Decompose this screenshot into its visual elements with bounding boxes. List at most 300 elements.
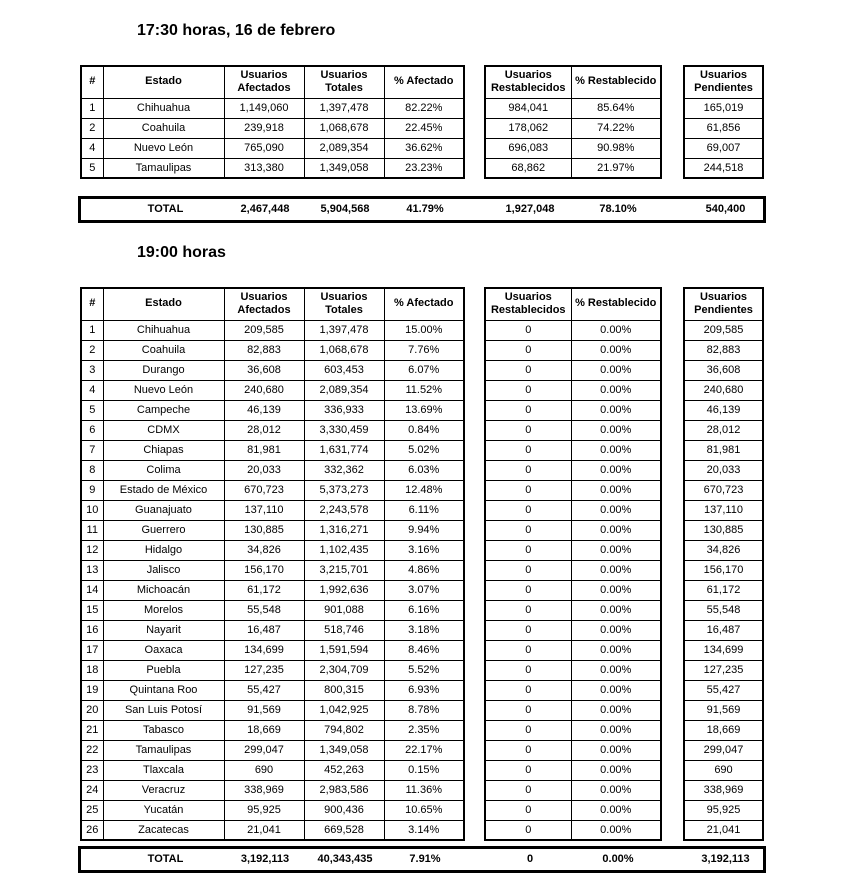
table-row [485, 760, 661, 780]
section-title-1730: 17:30 horas, 16 de febrero [137, 22, 336, 39]
table-row [684, 158, 763, 178]
table-cell-af: 156,170 [224, 560, 304, 580]
table-cell-af: 765,090 [224, 138, 304, 158]
table-row [684, 340, 763, 360]
header-row [81, 66, 464, 98]
restored-table-1730 [484, 65, 662, 179]
table-cell-af: 34,826 [224, 540, 304, 560]
table-row [684, 500, 763, 520]
table-cell-pr: 0.00% [571, 620, 661, 640]
table-cell-rest: 696,083 [485, 138, 571, 158]
table-cell-pen: 95,925 [684, 800, 763, 820]
table-cell-tot: 1,042,925 [304, 700, 384, 720]
total-afectados: 2,467,448 [240, 203, 290, 215]
table-cell-estado: Coahuila [103, 118, 224, 138]
table-row [81, 720, 464, 740]
table-cell-pen: 130,885 [684, 520, 763, 540]
table-cell-pen: 299,047 [684, 740, 763, 760]
table-row [684, 800, 763, 820]
table-row [485, 740, 661, 760]
col-header-estado: Estado [103, 66, 224, 98]
table-cell-pa: 3.14% [384, 820, 464, 840]
table-row [81, 380, 464, 400]
header-row [81, 288, 464, 320]
table-cell-pa: 22.17% [384, 740, 464, 760]
table-row [485, 118, 661, 138]
total-label: TOTAL [147, 203, 184, 215]
table-cell-n: 10 [81, 500, 103, 520]
table-cell-pen: 46,139 [684, 400, 763, 420]
table-row [81, 320, 464, 340]
col-header-pct-restablecido: % Restablecido [571, 288, 661, 320]
table-row [81, 580, 464, 600]
table-cell-af: 55,548 [224, 600, 304, 620]
table-cell-tot: 1,992,636 [304, 580, 384, 600]
table-cell-pr: 0.00% [571, 520, 661, 540]
table-row [684, 660, 763, 680]
table-cell-pen: 21,041 [684, 820, 763, 840]
table-cell-estado: Nuevo León [103, 138, 224, 158]
table-row [684, 360, 763, 380]
table-row [684, 780, 763, 800]
table-row [684, 820, 763, 840]
table-cell-n: 15 [81, 600, 103, 620]
table-cell-estado: Hidalgo [103, 540, 224, 560]
table-cell-pen: 36,608 [684, 360, 763, 380]
table-cell-pa: 6.16% [384, 600, 464, 620]
table-cell-af: 36,608 [224, 360, 304, 380]
table-cell-pa: 12.48% [384, 480, 464, 500]
table-cell-pen: 91,569 [684, 700, 763, 720]
table-cell-af: 28,012 [224, 420, 304, 440]
table-cell-pa: 5.02% [384, 440, 464, 460]
table-row [81, 800, 464, 820]
table-cell-pa: 23.23% [384, 158, 464, 178]
table-cell-rest: 0 [485, 580, 571, 600]
table-cell-pen: 55,427 [684, 680, 763, 700]
total-pct-restablecido: 0.00% [602, 853, 634, 865]
table-cell-pa: 11.52% [384, 380, 464, 400]
table-cell-pr: 0.00% [571, 360, 661, 380]
table-cell-rest: 0 [485, 700, 571, 720]
table-cell-tot: 669,528 [304, 820, 384, 840]
table-row [485, 380, 661, 400]
col-header-num: # [81, 66, 103, 98]
table-cell-pen: 61,856 [684, 118, 763, 138]
table-cell-pr: 0.00% [571, 740, 661, 760]
table-row [684, 560, 763, 580]
table-cell-af: 1,149,060 [224, 98, 304, 118]
table-row [81, 560, 464, 580]
table-cell-af: 46,139 [224, 400, 304, 420]
table-cell-rest: 0 [485, 820, 571, 840]
table-row [485, 500, 661, 520]
table-cell-pen: 18,669 [684, 720, 763, 740]
table-cell-rest: 0 [485, 760, 571, 780]
table-cell-rest: 0 [485, 600, 571, 620]
table-cell-af: 81,981 [224, 440, 304, 460]
table-cell-n: 19 [81, 680, 103, 700]
table-cell-pa: 6.03% [384, 460, 464, 480]
table-cell-n: 4 [81, 138, 103, 158]
table-cell-rest: 0 [485, 440, 571, 460]
table-row [485, 320, 661, 340]
table-cell-pr: 0.00% [571, 600, 661, 620]
table-cell-rest: 0 [485, 720, 571, 740]
table-cell-af: 313,380 [224, 158, 304, 178]
table-row [485, 360, 661, 380]
table-row [81, 540, 464, 560]
table-cell-pen: 20,033 [684, 460, 763, 480]
table-row [81, 138, 464, 158]
table-cell-pen: 240,680 [684, 380, 763, 400]
table-cell-rest: 0 [485, 420, 571, 440]
total-restablecidos: 0 [526, 853, 534, 865]
table-cell-af: 670,723 [224, 480, 304, 500]
pending-table-1730 [683, 65, 764, 179]
table-row [485, 640, 661, 660]
table-cell-estado: Tabasco [103, 720, 224, 740]
table-cell-rest: 0 [485, 500, 571, 520]
table-row [684, 400, 763, 420]
table-cell-estado: Michoacán [103, 580, 224, 600]
table-cell-pen: 69,007 [684, 138, 763, 158]
table-cell-tot: 603,453 [304, 360, 384, 380]
table-cell-rest: 0 [485, 800, 571, 820]
table-row [684, 680, 763, 700]
table-cell-pen: 338,969 [684, 780, 763, 800]
table-cell-pen: 670,723 [684, 480, 763, 500]
table-cell-pr: 0.00% [571, 720, 661, 740]
table-cell-af: 16,487 [224, 620, 304, 640]
table-cell-estado: Morelos [103, 600, 224, 620]
table-cell-n: 9 [81, 480, 103, 500]
total-row-1730 [78, 196, 766, 223]
table-cell-estado: Yucatán [103, 800, 224, 820]
table-row [485, 580, 661, 600]
table-cell-estado: Estado de México [103, 480, 224, 500]
table-cell-pen: 156,170 [684, 560, 763, 580]
pending-table-1900 [683, 287, 764, 841]
table-cell-pen: 137,110 [684, 500, 763, 520]
table-cell-n: 24 [81, 780, 103, 800]
table-cell-af: 127,235 [224, 660, 304, 680]
table-cell-af: 18,669 [224, 720, 304, 740]
total-totales: 40,343,435 [317, 853, 373, 865]
table-row [485, 820, 661, 840]
total-pct-restablecido: 78.10% [599, 203, 637, 215]
col-header-pendientes: Usuarios Pendientes [684, 288, 763, 320]
table-row [485, 340, 661, 360]
table-cell-af: 299,047 [224, 740, 304, 760]
table-cell-pr: 0.00% [571, 780, 661, 800]
table-cell-pr: 21.97% [571, 158, 661, 178]
table-cell-pr: 0.00% [571, 480, 661, 500]
table-row [81, 780, 464, 800]
table-cell-pen: 165,019 [684, 98, 763, 118]
table-row [81, 740, 464, 760]
table-cell-pa: 8.78% [384, 700, 464, 720]
table-cell-pen: 134,699 [684, 640, 763, 660]
table-row [485, 680, 661, 700]
table-cell-tot: 1,397,478 [304, 98, 384, 118]
table-row [684, 460, 763, 480]
table-cell-pa: 0.15% [384, 760, 464, 780]
table-cell-pa: 3.16% [384, 540, 464, 560]
total-restablecidos: 1,927,048 [505, 203, 555, 215]
table-cell-pa: 6.93% [384, 680, 464, 700]
table-cell-tot: 800,315 [304, 680, 384, 700]
table-row [81, 820, 464, 840]
table-cell-rest: 0 [485, 680, 571, 700]
table-row [684, 320, 763, 340]
table-cell-rest: 0 [485, 480, 571, 500]
table-row [684, 620, 763, 640]
header-row [485, 288, 661, 320]
table-cell-tot: 2,089,354 [304, 380, 384, 400]
table-cell-pen: 690 [684, 760, 763, 780]
table-row [485, 560, 661, 580]
col-header-restablecidos: Usuarios Restablecidos [485, 288, 571, 320]
table-cell-tot: 336,933 [304, 400, 384, 420]
table-cell-tot: 1,102,435 [304, 540, 384, 560]
table-cell-af: 130,885 [224, 520, 304, 540]
table-cell-af: 239,918 [224, 118, 304, 138]
section-title-1900: 19:00 horas [137, 244, 226, 261]
col-header-restablecidos: Usuarios Restablecidos [485, 66, 571, 98]
table-cell-pen: 34,826 [684, 540, 763, 560]
table-row [485, 400, 661, 420]
table-cell-pr: 0.00% [571, 460, 661, 480]
table-cell-pa: 3.18% [384, 620, 464, 640]
table-cell-tot: 794,802 [304, 720, 384, 740]
header-row [684, 66, 763, 98]
table-row [81, 520, 464, 540]
table-cell-tot: 518,746 [304, 620, 384, 640]
table-cell-estado: Coahuila [103, 340, 224, 360]
table-cell-n: 20 [81, 700, 103, 720]
col-header-afectados: Usuarios Afectados [224, 288, 304, 320]
table-cell-tot: 452,263 [304, 760, 384, 780]
table-cell-pen: 28,012 [684, 420, 763, 440]
table-row [684, 640, 763, 660]
table-cell-rest: 0 [485, 660, 571, 680]
table-cell-estado: Chiapas [103, 440, 224, 460]
table-cell-tot: 1,397,478 [304, 320, 384, 340]
table-cell-af: 134,699 [224, 640, 304, 660]
table-row [81, 640, 464, 660]
col-header-pct-restablecido: % Restablecido [571, 66, 661, 98]
table-cell-tot: 2,089,354 [304, 138, 384, 158]
table-cell-rest: 0 [485, 540, 571, 560]
table-cell-estado: Puebla [103, 660, 224, 680]
table-row [81, 98, 464, 118]
table-cell-n: 26 [81, 820, 103, 840]
table-cell-af: 338,969 [224, 780, 304, 800]
table-cell-estado: Guerrero [103, 520, 224, 540]
col-header-num: # [81, 288, 103, 320]
tables-row-1 [0, 65, 843, 180]
table-cell-pr: 0.00% [571, 500, 661, 520]
table-cell-pen: 209,585 [684, 320, 763, 340]
table-cell-tot: 2,243,578 [304, 500, 384, 520]
total-pct-afectado: 41.79% [406, 203, 444, 215]
table-cell-pr: 0.00% [571, 820, 661, 840]
table-cell-pa: 11.36% [384, 780, 464, 800]
table-cell-af: 55,427 [224, 680, 304, 700]
table-row [684, 740, 763, 760]
col-header-estado: Estado [103, 288, 224, 320]
table-cell-pr: 0.00% [571, 540, 661, 560]
table-row [81, 500, 464, 520]
table-cell-rest: 68,862 [485, 158, 571, 178]
table-cell-tot: 332,362 [304, 460, 384, 480]
table-row [485, 600, 661, 620]
table-cell-pa: 10.65% [384, 800, 464, 820]
table-row [485, 660, 661, 680]
total-totales: 5,904,568 [320, 203, 370, 215]
table-cell-n: 18 [81, 660, 103, 680]
table-cell-estado: Veracruz [103, 780, 224, 800]
table-row [485, 700, 661, 720]
table-cell-pr: 0.00% [571, 700, 661, 720]
table-cell-pa: 9.94% [384, 520, 464, 540]
col-header-totales: Usuarios Totales [304, 66, 384, 98]
table-row [81, 158, 464, 178]
table-cell-rest: 0 [485, 640, 571, 660]
table-cell-af: 209,585 [224, 320, 304, 340]
table-row [81, 480, 464, 500]
table-row [684, 540, 763, 560]
table-row [684, 520, 763, 540]
table-cell-estado: Colima [103, 460, 224, 480]
table-row [81, 420, 464, 440]
table-cell-tot: 1,349,058 [304, 740, 384, 760]
table-row [684, 720, 763, 740]
table-cell-pr: 0.00% [571, 760, 661, 780]
table-row [684, 480, 763, 500]
table-cell-tot: 3,215,701 [304, 560, 384, 580]
table-cell-estado: Nayarit [103, 620, 224, 640]
table-cell-pr: 0.00% [571, 660, 661, 680]
table-cell-n: 2 [81, 340, 103, 360]
table-cell-pa: 36.62% [384, 138, 464, 158]
table-cell-estado: Quintana Roo [103, 680, 224, 700]
table-row [81, 700, 464, 720]
table-row [81, 660, 464, 680]
table-cell-estado: San Luis Potosí [103, 700, 224, 720]
table-cell-n: 12 [81, 540, 103, 560]
table-cell-n: 5 [81, 400, 103, 420]
table-cell-rest: 984,041 [485, 98, 571, 118]
table-cell-n: 23 [81, 760, 103, 780]
table-cell-tot: 1,591,594 [304, 640, 384, 660]
table-cell-n: 4 [81, 380, 103, 400]
table-cell-pr: 90.98% [571, 138, 661, 158]
table-cell-pr: 0.00% [571, 340, 661, 360]
table-cell-pa: 6.11% [384, 500, 464, 520]
table-cell-pr: 0.00% [571, 580, 661, 600]
table-cell-pa: 2.35% [384, 720, 464, 740]
table-cell-pr: 0.00% [571, 440, 661, 460]
table-cell-n: 16 [81, 620, 103, 640]
table-cell-pa: 3.07% [384, 580, 464, 600]
table-cell-pr: 74.22% [571, 118, 661, 138]
table-cell-estado: Chihuahua [103, 320, 224, 340]
table-cell-n: 14 [81, 580, 103, 600]
table-cell-estado: Durango [103, 360, 224, 380]
table-cell-af: 82,883 [224, 340, 304, 360]
total-pendientes: 3,192,113 [701, 853, 750, 865]
table-cell-n: 13 [81, 560, 103, 580]
table-cell-n: 25 [81, 800, 103, 820]
table-cell-n: 6 [81, 420, 103, 440]
table-cell-pr: 0.00% [571, 320, 661, 340]
table-cell-pr: 0.00% [571, 380, 661, 400]
table-cell-tot: 1,316,271 [304, 520, 384, 540]
col-header-afectados: Usuarios Afectados [224, 66, 304, 98]
table-cell-n: 21 [81, 720, 103, 740]
table-row [81, 340, 464, 360]
table-cell-rest: 0 [485, 560, 571, 580]
table-cell-n: 2 [81, 118, 103, 138]
table-row [81, 400, 464, 420]
table-cell-pr: 85.64% [571, 98, 661, 118]
table-cell-estado: Chihuahua [103, 98, 224, 118]
table-cell-pr: 0.00% [571, 800, 661, 820]
table-cell-n: 1 [81, 320, 103, 340]
table-cell-pa: 5.52% [384, 660, 464, 680]
table-cell-estado: Campeche [103, 400, 224, 420]
table-cell-pa: 15.00% [384, 320, 464, 340]
table-cell-pa: 82.22% [384, 98, 464, 118]
table-row [485, 98, 661, 118]
table-cell-tot: 2,304,709 [304, 660, 384, 680]
table-cell-pa: 7.76% [384, 340, 464, 360]
table-row [81, 680, 464, 700]
table-cell-pen: 61,172 [684, 580, 763, 600]
table-cell-af: 690 [224, 760, 304, 780]
table-cell-rest: 0 [485, 740, 571, 760]
table-cell-af: 240,680 [224, 380, 304, 400]
total-pendientes: 540,400 [705, 203, 746, 215]
table-cell-af: 137,110 [224, 500, 304, 520]
total-row-1900 [78, 846, 766, 873]
restored-table-1900 [484, 287, 662, 841]
table-cell-af: 21,041 [224, 820, 304, 840]
table-cell-tot: 1,068,678 [304, 340, 384, 360]
table-cell-rest: 0 [485, 320, 571, 340]
table-row [81, 600, 464, 620]
table-cell-pr: 0.00% [571, 560, 661, 580]
table-row [81, 118, 464, 138]
table-row [684, 700, 763, 720]
table-cell-rest: 0 [485, 460, 571, 480]
table-cell-rest: 0 [485, 360, 571, 380]
table-cell-pa: 4.86% [384, 560, 464, 580]
table-cell-n: 5 [81, 158, 103, 178]
table-row [485, 460, 661, 480]
table-cell-estado: Tlaxcala [103, 760, 224, 780]
total-pct-afectado: 7.91% [409, 853, 441, 865]
col-header-pct-afectado: % Afectado [384, 288, 464, 320]
table-row [485, 138, 661, 158]
table-cell-af: 61,172 [224, 580, 304, 600]
table-row [485, 800, 661, 820]
col-header-pendientes: Usuarios Pendientes [684, 66, 763, 98]
header-row [485, 66, 661, 98]
table-cell-pa: 22.45% [384, 118, 464, 138]
